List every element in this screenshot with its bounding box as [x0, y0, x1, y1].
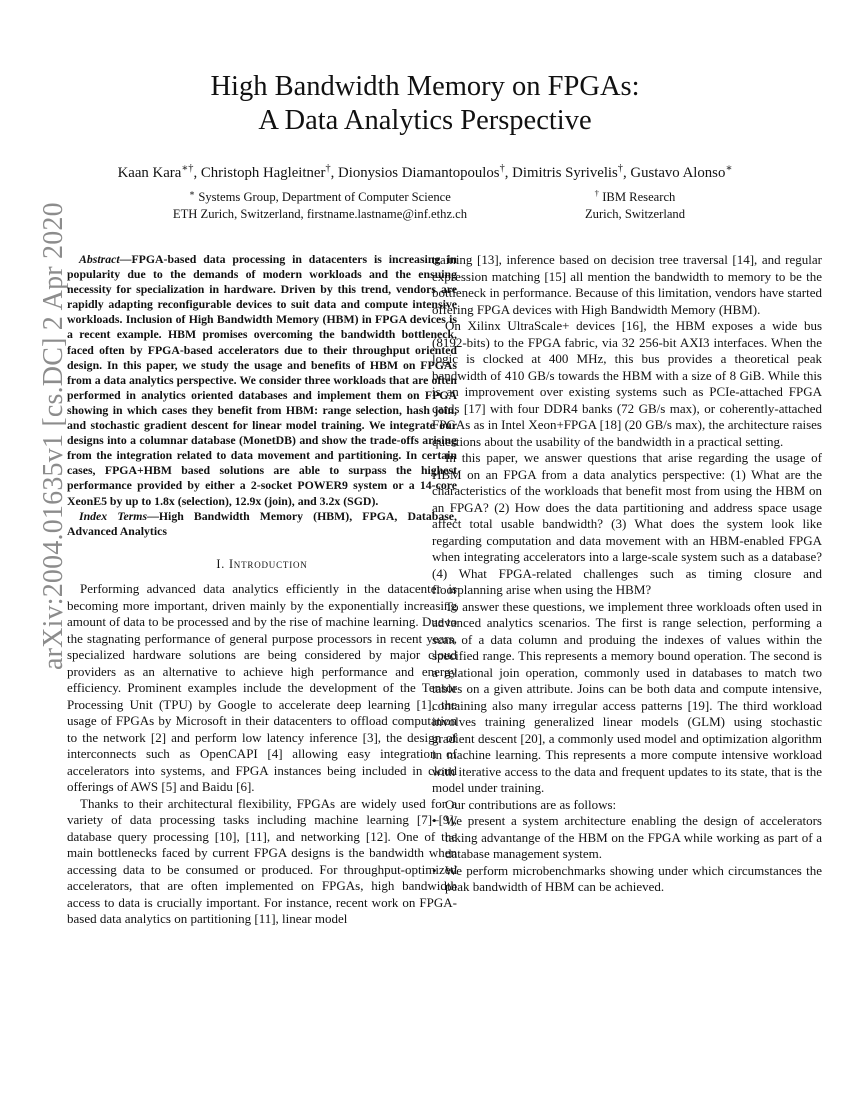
author-name: Gustavo Alonso: [630, 164, 726, 181]
section-heading: [67, 556, 457, 573]
paragraph: In this paper, we answer questions that arise regarding the usage of HBM on an FPGA from a data analytics perspective: (1) What are the characteristics of the workloads that benefit most from using the HBM on an FPGA? (2) How does the data partitioning and address space usage affect total usable bandwidth? (3) What does the system look like regarding computation and data movement with an HBM-enabled FPGA when integrating accelerators into a large-scale system such as a database? (4) What FPGA-related challenges such as timing closure and floorplanning arise when using the HBM?: [432, 450, 822, 597]
contribution-list: [432, 813, 822, 896]
affiliation-ibm: [565, 185, 705, 223]
left-column: [67, 252, 457, 928]
abstract: [67, 252, 457, 509]
author-mark: †: [325, 163, 331, 174]
affiliation-line: Systems Group, Department of Computer Science: [198, 190, 451, 205]
author-name: Christoph Hagleitner: [200, 164, 326, 181]
affiliation-mark: †: [594, 188, 600, 198]
title-line-2: A Data Analytics Perspective: [258, 105, 592, 136]
title-line-1: High Bandwidth Memory on FPGAs:: [210, 71, 640, 102]
affiliation-mark: ∗: [189, 188, 196, 198]
author-name: Dionysios Diamantopoulos: [338, 164, 500, 181]
author-mark: ∗†: [181, 163, 194, 174]
author-mark: †: [617, 163, 623, 174]
affiliation-line: ETH Zurich, Switzerland, firstname.lastname@inf.ethz.ch: [172, 207, 468, 222]
arxiv-watermark: [18, 202, 69, 670]
abstract-label: Abstract: [79, 252, 120, 266]
affiliation-line: IBM Research: [602, 190, 676, 205]
paragraph: To answer these questions, we implement three workloads often used in advanced analytics scenarios. The first is range selection, performing a scan of a data column and produing the indexes of values within the specified range. This represents a memory bound operation. The second is a relational join operation, commonly used in databases to match two tables on a given attribute. Joins can be both data and compute intensive, containing also many irregular access patterns [19]. The third workload involves training generalized linear models (GLM) using stochastic gradient descent [20], a commonly used model and optimization algorithm in machine learning. This represents a more compute intensive workload with iterative access to the data and frequent updates to its state, that is the model under training.: [432, 598, 822, 795]
arxiv-id: arXiv:2004.01635v1 [cs.DC] 2 Apr 2020: [38, 202, 69, 670]
paragraph: On Xilinx UltraScale+ devices [16], the HBM exposes a wide bus (8192-bits) to the FPGA fabric, via 32 256-bit AXI3 interfaces. When the logic is clocked at 400 MHz, this bus provides a theoretical peak bandwidth of 410 GB/s towards the HBM with a size of 8 GiB. While this is an improvement over existing systems such as PCIe-attached FPGA cards [17] with four DDR4 banks (72 GB/s max), or coherently-attached FPGAs as in Intel Xeon+FPGA [18] (20 GB/s max), the architecture raises questions about the usability of the bandwidth in a practical setting.: [432, 318, 822, 449]
index-terms: [67, 509, 457, 539]
index-terms-label: Index Terms: [79, 508, 148, 523]
list-item: • We present a system architecture enabling the design of accelerators taking advantange of the HBM on the FPGA while working as part of a database management system.: [445, 813, 822, 863]
paragraph: Thanks to their architectural flexibility, FPGAs are widely used for a variety of data processing tasks including machine learning [7]–[9], database query processing [10], [11], and networking [12]. One of the main bottlenecks faced by current FPGA designs is the bandwidth when accessing data to be consumed or produced. For throughput-optimized accelerators, that are often implemented on FPGAs, high bandwidth access to data is crucially important. For instance, recent work on FPGA-based data analytics on partitioning [11], linear model: [67, 795, 457, 927]
author-list: Kaan Kara∗†, Christoph Hagleitner†, Dionysios Diamantopoulos†, Dimitris Syrivelis†, Gustavo Alonso∗: [117, 163, 733, 181]
affiliation-line: Zurich, Switzerland: [584, 207, 686, 222]
right-column: [432, 252, 822, 896]
author-mark: †: [499, 163, 505, 174]
paragraph: Our contributions are as follows:: [445, 796, 617, 812]
list-item: • We perform microbenchmarks showing under which circumstances the peak bandwidth of HBM can be achieved.: [445, 863, 822, 896]
section-title: Introduction: [228, 556, 308, 571]
paper-title: [0, 70, 850, 138]
section-number: I.: [216, 556, 226, 571]
abstract-text: —FPGA-based data processing in datacenters is increasing in popularity due to the demands of modern workloads and the ensuing necessity for specialization in hardware. Driven by this trend, vendors are rapidly adapting reconfigurable devices to suit data and compute intensive workloads. Inclusion of High Bandwidth Memory (HBM) in FPGA devices is a recent example. HBM promises overcoming the bandwidth bottleneck, faced often by FPGA-based accelerators due to their throughput oriented design. In this paper, we study the usage and benefits of HBM on FPGAs from a data analytics perspective. We consider three workloads that are often performed in analytics oriented databases and implement them on FPGA showing in which cases they benefit from HBM: range selection, hash join, and stochastic gradient descent for linear model training. We integrate our designs into a columnar database (MonetDB) and show the trade-offs arising from the integration related to data movement and partitioning. In certain cases, FPGA+HBM based solutions are able to surpass the highest performance provided by either a 2-socket POWER9 system or a 14-core XeonE5 by up to 1.8x (selection), 12.9x (join), and 3.2x (SGD).: [67, 252, 457, 508]
author-mark: ∗: [725, 163, 733, 174]
paragraph-continued: training [13], inference based on decision tree traversal [14], and regular expression matching [15] all mention the bandwidth to memory to be the bottleneck in performance. Because of this limitation, vendors have started offering FPGA devices with High Bandwidth Memory (HBM).: [432, 252, 822, 317]
affiliation-eth: [150, 185, 490, 223]
paragraph: Performing advanced data analytics efficiently in the datacenter is becoming more important, driven mainly by the exponentially increasing amount of data to be processed and by the rise of machine learning. Due to the stagnating performance of general purpose processors in recent years, specialized hardware solutions are being considered by major cloud providers as an alternative to achieve high performance and energy efficiency. Prominent examples include the development of the Tensor Processing Unit (TPU) by Google to accelerate deep learning [1], the usage of FPGAs by Microsoft in their datacenters to offload computation to the network [2] and perform low latency inference [3], the design of interconnects such as OpenCAPI [4] allowing easy integration of accelerators into systems, and FPGA instances being included in cloud offerings of AWS [5] and Baidu [6].: [67, 581, 457, 795]
author-name: Kaan Kara: [117, 164, 182, 181]
index-terms-text: —High Bandwidth Memory (HBM), FPGA, Database, Advanced Analytics: [67, 508, 457, 538]
author-name: Dimitris Syrivelis: [512, 164, 618, 181]
